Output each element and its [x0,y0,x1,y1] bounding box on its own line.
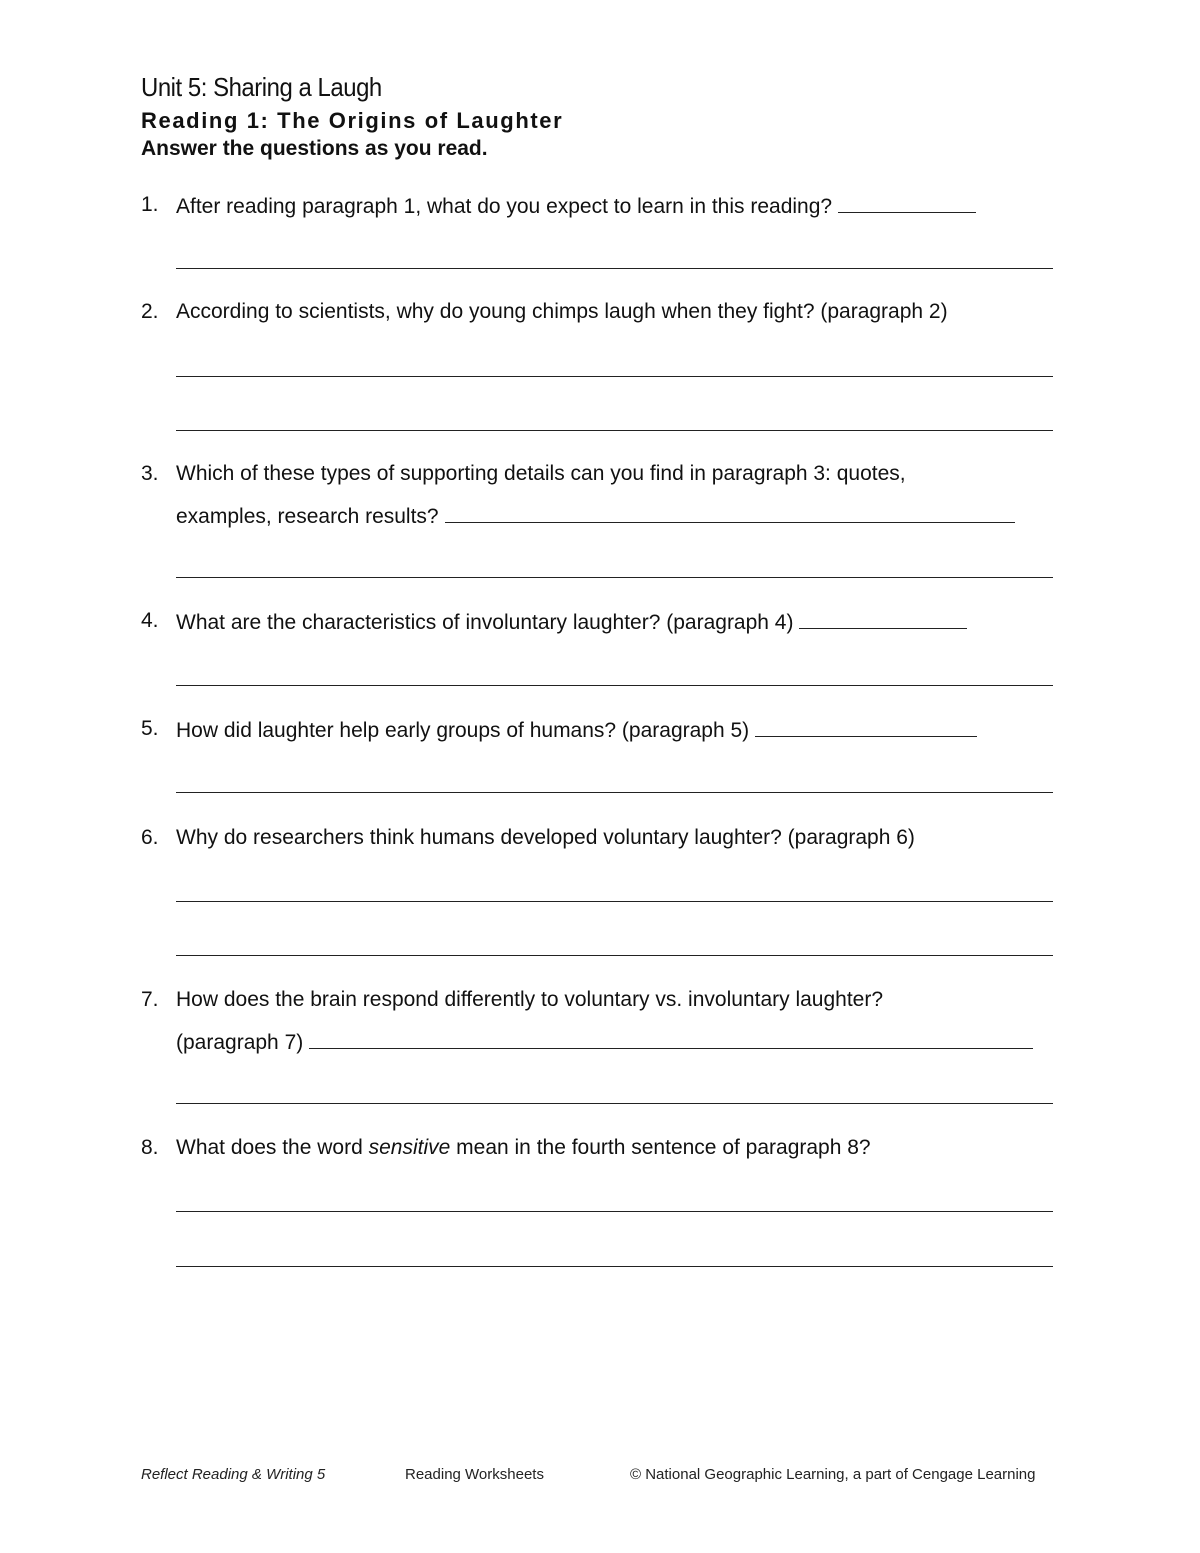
question-4-number: 4. [141,609,159,632]
question-6-text: Why do researchers think humans developed voluntary laughter? (paragraph 6) [176,826,915,849]
answer-line[interactable] [176,577,1053,578]
answer-line[interactable] [176,955,1053,956]
question-5-line1: How did laughter help early groups of humans? (paragraph 5) [176,719,750,742]
question-1-text [176,192,976,220]
question-7-number: 7. [141,988,159,1011]
question-5-number: 5. [141,717,159,740]
question-7-line2: (paragraph 7) [176,1031,304,1054]
answer-blank-inline[interactable] [445,502,1015,523]
question-8-post: mean in the fourth sentence of paragraph 8? [450,1136,871,1159]
question-8-number: 8. [141,1136,159,1159]
question-5-text [176,716,977,744]
question-4-line1: What are the characteristics of involuntary laughter? (paragraph 4) [176,611,794,634]
footer-copyright: © National Geographic Learning, a part of Cengage Learning [630,1466,1036,1483]
question-8-text [176,1135,871,1161]
answer-line[interactable] [176,1211,1053,1212]
answer-blank-inline[interactable] [838,192,976,213]
answer-blank-inline[interactable] [755,716,977,737]
question-3-text-line2 [176,502,1015,530]
question-1-number: 1. [141,193,159,216]
answer-line[interactable] [176,430,1053,431]
answer-blank-inline[interactable] [309,1028,1033,1049]
question-3-number: 3. [141,462,159,485]
answer-line[interactable] [176,685,1053,686]
answer-line[interactable] [176,1266,1053,1267]
question-3-line2: examples, research results? [176,505,439,528]
reading-title: Reading 1: The Origins of Laughter [141,108,564,133]
question-3-text: Which of these types of supporting details can you find in paragraph 3: quotes, [176,462,906,485]
unit-title: Unit 5: Sharing a Laugh [141,72,382,102]
footer-book-title: Reflect Reading & Writing 5 [141,1466,326,1483]
answer-line[interactable] [176,376,1053,377]
question-4-text [176,608,967,636]
footer-section: Reading Worksheets [405,1466,544,1483]
question-7-text: How does the brain respond differently to voluntary vs. involuntary laughter? [176,988,884,1011]
answer-blank-inline[interactable] [799,608,967,629]
answer-line[interactable] [176,901,1053,902]
instructions: Answer the questions as you read. [141,137,488,160]
question-7-text-line2 [176,1028,1033,1056]
question-2-text: According to scientists, why do young chimps laugh when they fight? (paragraph 2) [176,300,948,323]
question-2-number: 2. [141,300,159,323]
question-8-emphasis: sensitive [368,1136,451,1159]
question-1-line1: After reading paragraph 1, what do you expect to learn in this reading? [176,195,833,218]
answer-line[interactable] [176,1103,1053,1104]
answer-line[interactable] [176,268,1053,269]
question-6-number: 6. [141,826,159,849]
question-8-pre: What does the word [176,1136,369,1159]
answer-line[interactable] [176,792,1053,793]
